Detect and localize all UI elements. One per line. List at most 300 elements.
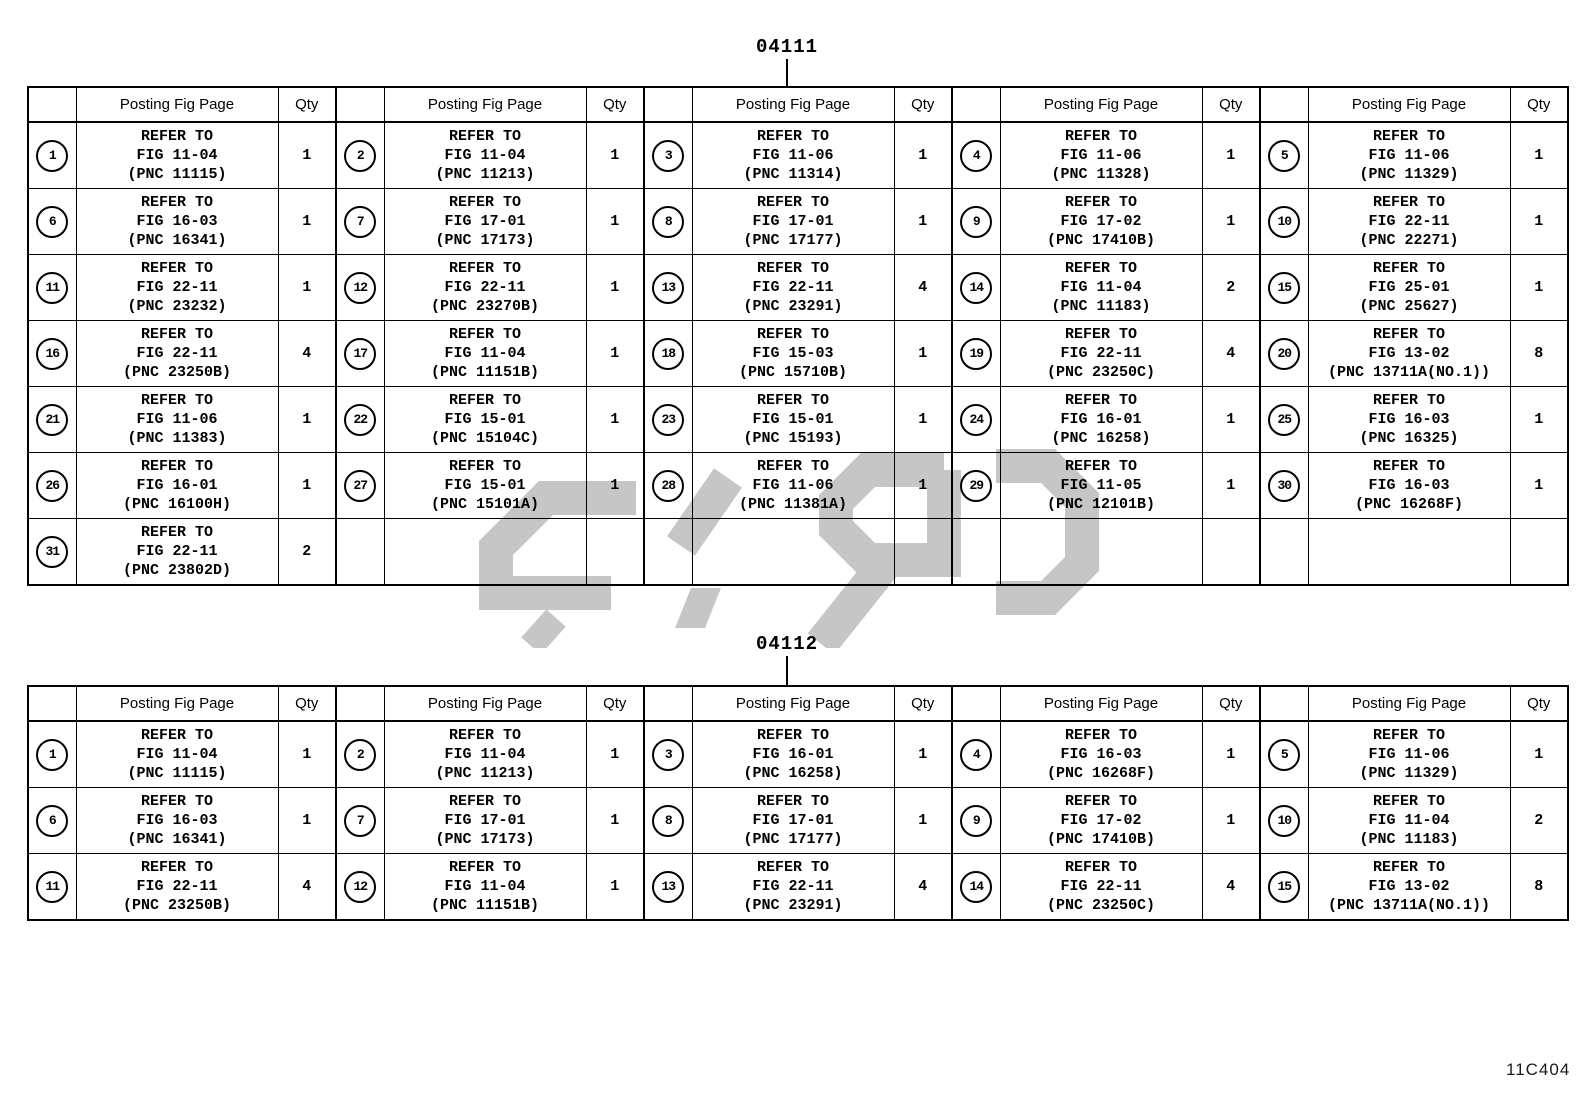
- refer-to-line: REFER TO: [1372, 128, 1445, 145]
- pnc-line: (PNC 11183): [1051, 298, 1151, 315]
- header-corner-cell: [952, 686, 1000, 721]
- refer-to-line: REFER TO: [1372, 260, 1445, 277]
- qty-value-cell: 1: [586, 122, 644, 189]
- header-corner-cell: [644, 87, 692, 122]
- posting-fig-cell: [1308, 788, 1510, 854]
- column-header-posting: Posting Fig Page: [692, 686, 894, 721]
- item-number-badge: 10: [1268, 206, 1300, 238]
- item-number-badge: 27: [344, 470, 376, 502]
- qty-value-cell: 1: [1510, 453, 1568, 519]
- qty-value-cell: 2: [1510, 788, 1568, 854]
- refer-to-line: REFER TO: [756, 326, 829, 343]
- fig-line: FIG 22-11: [444, 279, 526, 296]
- item-number-badge: 23: [652, 404, 684, 436]
- fig-line: FIG 11-04: [444, 878, 526, 895]
- leader-tick-04111: [786, 59, 788, 86]
- refer-to-line: REFER TO: [1064, 859, 1137, 876]
- qty-value-cell: 4: [894, 255, 952, 321]
- posting-fig-cell: [1000, 453, 1202, 519]
- fig-line: FIG 22-11: [1060, 345, 1142, 362]
- refer-to-line: REFER TO: [756, 727, 829, 744]
- posting-fig-cell: [384, 453, 586, 519]
- fig-line: FIG 11-04: [1060, 279, 1142, 296]
- column-header-qty: Qty: [586, 87, 644, 122]
- pnc-line: (PNC 11183): [1359, 831, 1459, 848]
- item-number-cell: [1260, 255, 1308, 321]
- item-number-badge: 24: [960, 404, 992, 436]
- qty-value-cell: 4: [894, 854, 952, 921]
- qty-value-cell: 1: [278, 387, 336, 453]
- refer-to-line: REFER TO: [1064, 727, 1137, 744]
- item-number-cell: [952, 122, 1000, 189]
- qty-value-cell: 1: [586, 854, 644, 921]
- qty-value-cell: 2: [278, 519, 336, 586]
- posting-fig-cell: [692, 721, 894, 788]
- item-number-cell: [644, 189, 692, 255]
- pnc-line: (PNC 11115): [127, 765, 227, 782]
- header-corner-cell: [336, 87, 384, 122]
- fig-line: FIG 25-01: [1368, 279, 1450, 296]
- posting-fig-cell: [384, 387, 586, 453]
- fig-line: FIG 22-11: [136, 345, 218, 362]
- item-number-cell: [1260, 122, 1308, 189]
- item-number-badge: 30: [1268, 470, 1300, 502]
- item-number-cell: [336, 721, 384, 788]
- item-number-badge: 1: [36, 140, 68, 172]
- item-number-cell: [28, 453, 76, 519]
- column-header-posting: Posting Fig Page: [1000, 87, 1202, 122]
- qty-value-cell: 1: [894, 321, 952, 387]
- qty-value-cell: 1: [894, 189, 952, 255]
- column-header-posting: Posting Fig Page: [1308, 87, 1510, 122]
- pnc-line: (PNC 15101A): [430, 496, 540, 513]
- posting-fig-cell: [384, 854, 586, 921]
- item-number-cell: [644, 122, 692, 189]
- posting-fig-cell: [76, 255, 278, 321]
- qty-value-cell: 1: [586, 189, 644, 255]
- fig-line: FIG 17-01: [752, 213, 834, 230]
- posting-fig-cell: [76, 854, 278, 921]
- item-number-cell: [952, 519, 1000, 586]
- parts-table-04112: [27, 685, 1569, 921]
- fig-line: FIG 17-02: [1060, 812, 1142, 829]
- posting-fig-cell: [384, 122, 586, 189]
- column-header-qty: Qty: [1202, 87, 1260, 122]
- table-row: [28, 788, 1568, 854]
- item-number-cell: [1260, 387, 1308, 453]
- posting-fig-cell: [692, 387, 894, 453]
- posting-fig-cell: [384, 189, 586, 255]
- pnc-line: (PNC 23232): [127, 298, 227, 315]
- qty-value-cell: 4: [1202, 321, 1260, 387]
- column-header-qty: Qty: [278, 87, 336, 122]
- item-number-badge: 21: [36, 404, 68, 436]
- fig-line: FIG 11-04: [444, 345, 526, 362]
- refer-to-line: REFER TO: [1372, 392, 1445, 409]
- item-number-cell: [1260, 721, 1308, 788]
- item-number-cell: [336, 453, 384, 519]
- refer-to-line: REFER TO: [756, 128, 829, 145]
- pnc-line: (PNC 15710B): [738, 364, 848, 381]
- item-number-cell: [336, 321, 384, 387]
- pnc-line: (PNC 17410B): [1046, 232, 1156, 249]
- pnc-line: (PNC 15193): [743, 430, 843, 447]
- posting-fig-cell: [384, 519, 586, 586]
- pnc-line: (PNC 23250B): [122, 364, 232, 381]
- item-number-cell: [28, 189, 76, 255]
- item-number-cell: [1260, 189, 1308, 255]
- fig-line: FIG 22-11: [136, 543, 218, 560]
- refer-to-line: REFER TO: [756, 392, 829, 409]
- figure-group-label-04112: 04112: [755, 633, 818, 655]
- qty-value-cell: 1: [586, 453, 644, 519]
- posting-fig-cell: [1308, 255, 1510, 321]
- fig-line: FIG 22-11: [1060, 878, 1142, 895]
- posting-fig-cell: [692, 189, 894, 255]
- posting-fig-cell: [384, 788, 586, 854]
- item-number-badge: 31: [36, 536, 68, 568]
- item-number-badge: 11: [36, 272, 68, 304]
- refer-to-line: REFER TO: [448, 194, 521, 211]
- fig-line: FIG 16-01: [1060, 411, 1142, 428]
- posting-fig-cell: [1308, 321, 1510, 387]
- item-number-badge: 8: [652, 805, 684, 837]
- posting-fig-cell: [692, 453, 894, 519]
- header-corner-cell: [28, 87, 76, 122]
- pnc-line: (PNC 16268F): [1046, 765, 1156, 782]
- pnc-line: (PNC 16325): [1359, 430, 1459, 447]
- pnc-line: (PNC 16258): [743, 765, 843, 782]
- pnc-line: (PNC 23250B): [122, 897, 232, 914]
- fig-line: FIG 16-03: [136, 812, 218, 829]
- column-header-qty: Qty: [894, 686, 952, 721]
- column-header-qty: Qty: [1510, 87, 1568, 122]
- refer-to-line: REFER TO: [140, 392, 213, 409]
- pnc-line: (PNC 22271): [1359, 232, 1459, 249]
- posting-fig-cell: [76, 189, 278, 255]
- item-number-cell: [336, 854, 384, 921]
- column-header-qty: Qty: [1202, 686, 1260, 721]
- posting-fig-cell: [1000, 721, 1202, 788]
- posting-fig-cell: [692, 321, 894, 387]
- fig-line: FIG 22-11: [1368, 213, 1450, 230]
- qty-value-cell: 1: [894, 387, 952, 453]
- refer-to-line: REFER TO: [1064, 458, 1137, 475]
- refer-to-line: REFER TO: [1064, 128, 1137, 145]
- pnc-line: (PNC 11329): [1359, 166, 1459, 183]
- item-number-badge: 16: [36, 338, 68, 370]
- qty-value-cell: 1: [1510, 387, 1568, 453]
- fig-line: FIG 11-04: [136, 746, 218, 763]
- qty-value-cell: 1: [586, 721, 644, 788]
- figure-group-label-04111: 04111: [755, 36, 818, 58]
- pnc-line: (PNC 23802D): [122, 562, 232, 579]
- header-corner-cell: [28, 686, 76, 721]
- posting-fig-cell: [692, 519, 894, 586]
- qty-value-cell: 1: [1202, 453, 1260, 519]
- pnc-line: (PNC 17173): [435, 831, 535, 848]
- parts-table-04111-container: [27, 86, 1569, 586]
- item-number-cell: [28, 255, 76, 321]
- item-number-badge: 3: [652, 140, 684, 172]
- fig-line: FIG 17-01: [752, 812, 834, 829]
- qty-value-cell: 1: [278, 453, 336, 519]
- refer-to-line: REFER TO: [140, 859, 213, 876]
- qty-value-cell: 1: [278, 255, 336, 321]
- item-number-cell: [1260, 854, 1308, 921]
- refer-to-line: REFER TO: [448, 326, 521, 343]
- pnc-line: (PNC 23250C): [1046, 364, 1156, 381]
- pnc-line: (PNC 16258): [1051, 430, 1151, 447]
- table-row: [28, 721, 1568, 788]
- qty-value-cell: 1: [1202, 387, 1260, 453]
- pnc-line: (PNC 23291): [743, 897, 843, 914]
- item-number-badge: 15: [1268, 272, 1300, 304]
- refer-to-line: REFER TO: [756, 793, 829, 810]
- item-number-badge: 12: [344, 871, 376, 903]
- column-header-qty: Qty: [1510, 686, 1568, 721]
- refer-to-line: REFER TO: [1372, 859, 1445, 876]
- parts-table-04111: [27, 86, 1569, 586]
- pnc-line: (PNC 13711A(NO.1)): [1327, 364, 1491, 381]
- item-number-cell: [28, 519, 76, 586]
- fig-line: FIG 15-01: [752, 411, 834, 428]
- refer-to-line: REFER TO: [1372, 194, 1445, 211]
- item-number-badge: 1: [36, 739, 68, 771]
- item-number-badge: 10: [1268, 805, 1300, 837]
- qty-value-cell: 1: [1510, 721, 1568, 788]
- posting-fig-cell: [692, 122, 894, 189]
- leader-tick-04112: [786, 656, 788, 685]
- posting-fig-cell: [384, 255, 586, 321]
- refer-to-line: REFER TO: [756, 859, 829, 876]
- pnc-line: (PNC 17177): [743, 232, 843, 249]
- posting-fig-cell: [1000, 788, 1202, 854]
- item-number-badge: 6: [36, 805, 68, 837]
- item-number-cell: [28, 788, 76, 854]
- pnc-line: (PNC 11328): [1051, 166, 1151, 183]
- item-number-badge: 19: [960, 338, 992, 370]
- item-number-cell: [28, 387, 76, 453]
- posting-fig-cell: [1000, 122, 1202, 189]
- table-row: [28, 387, 1568, 453]
- fig-line: FIG 16-03: [136, 213, 218, 230]
- refer-to-line: REFER TO: [1372, 793, 1445, 810]
- pnc-line: (PNC 23291): [743, 298, 843, 315]
- pnc-line: (PNC 11151B): [430, 364, 540, 381]
- fig-line: FIG 22-11: [752, 279, 834, 296]
- fig-line: FIG 15-03: [752, 345, 834, 362]
- item-number-cell: [28, 122, 76, 189]
- qty-value-cell: [894, 519, 952, 586]
- item-number-cell: [28, 721, 76, 788]
- table-row: [28, 854, 1568, 921]
- refer-to-line: REFER TO: [1064, 194, 1137, 211]
- qty-value-cell: 1: [894, 122, 952, 189]
- qty-value-cell: 2: [1202, 255, 1260, 321]
- qty-value-cell: [586, 519, 644, 586]
- qty-value-cell: 1: [586, 387, 644, 453]
- item-number-cell: [952, 321, 1000, 387]
- fig-line: FIG 16-03: [1368, 477, 1450, 494]
- posting-fig-cell: [1308, 519, 1510, 586]
- refer-to-line: REFER TO: [448, 458, 521, 475]
- item-number-badge: 7: [344, 206, 376, 238]
- item-number-cell: [644, 854, 692, 921]
- item-number-cell: [1260, 321, 1308, 387]
- refer-to-line: REFER TO: [756, 458, 829, 475]
- column-header-posting: Posting Fig Page: [384, 87, 586, 122]
- pnc-line: (PNC 15104C): [430, 430, 540, 447]
- item-number-cell: [336, 189, 384, 255]
- fig-line: FIG 11-06: [1060, 147, 1142, 164]
- posting-fig-cell: [76, 788, 278, 854]
- item-number-badge: 3: [652, 739, 684, 771]
- qty-value-cell: 1: [586, 321, 644, 387]
- pnc-line: (PNC 11383): [127, 430, 227, 447]
- pnc-line: (PNC 16100H): [122, 496, 232, 513]
- item-number-badge: 9: [960, 206, 992, 238]
- qty-value-cell: 4: [1202, 854, 1260, 921]
- item-number-cell: [644, 387, 692, 453]
- refer-to-line: REFER TO: [140, 727, 213, 744]
- pnc-line: (PNC 23270B): [430, 298, 540, 315]
- item-number-badge: 13: [652, 272, 684, 304]
- item-number-cell: [28, 321, 76, 387]
- posting-fig-cell: [1000, 387, 1202, 453]
- item-number-badge: 11: [36, 871, 68, 903]
- parts-table-04112-container: [27, 685, 1569, 921]
- pnc-line: (PNC 17177): [743, 831, 843, 848]
- item-number-badge: 8: [652, 206, 684, 238]
- fig-line: FIG 11-04: [444, 147, 526, 164]
- posting-fig-cell: [384, 721, 586, 788]
- item-number-badge: 15: [1268, 871, 1300, 903]
- item-number-badge: 5: [1268, 140, 1300, 172]
- item-number-badge: 4: [960, 140, 992, 172]
- refer-to-line: REFER TO: [140, 128, 213, 145]
- refer-to-line: REFER TO: [448, 128, 521, 145]
- qty-value-cell: 8: [1510, 854, 1568, 921]
- item-number-cell: [336, 255, 384, 321]
- refer-to-line: REFER TO: [756, 260, 829, 277]
- item-number-cell: [644, 255, 692, 321]
- fig-line: FIG 11-04: [1368, 812, 1450, 829]
- item-number-cell: [952, 721, 1000, 788]
- column-header-posting: Posting Fig Page: [692, 87, 894, 122]
- item-number-cell: [336, 387, 384, 453]
- qty-value-cell: 1: [586, 255, 644, 321]
- item-number-cell: [952, 854, 1000, 921]
- posting-fig-cell: [692, 788, 894, 854]
- qty-value-cell: 1: [1202, 189, 1260, 255]
- posting-fig-cell: [1308, 189, 1510, 255]
- item-number-cell: [952, 387, 1000, 453]
- qty-value-cell: 1: [894, 453, 952, 519]
- pnc-line: (PNC 11314): [743, 166, 843, 183]
- header-corner-cell: [1260, 87, 1308, 122]
- posting-fig-cell: [1000, 519, 1202, 586]
- posting-fig-cell: [1308, 122, 1510, 189]
- fig-line: FIG 17-01: [444, 812, 526, 829]
- item-number-badge: 2: [344, 140, 376, 172]
- pnc-line: (PNC 11213): [435, 166, 535, 183]
- item-number-badge: 14: [960, 272, 992, 304]
- fig-line: FIG 11-06: [1368, 147, 1450, 164]
- qty-value-cell: 1: [1202, 788, 1260, 854]
- pnc-line: (PNC 17410B): [1046, 831, 1156, 848]
- posting-fig-cell: [1308, 453, 1510, 519]
- item-number-badge: 26: [36, 470, 68, 502]
- pnc-line: (PNC 11329): [1359, 765, 1459, 782]
- table-row: [28, 519, 1568, 586]
- item-number-cell: [336, 519, 384, 586]
- item-number-badge: 13: [652, 871, 684, 903]
- item-number-badge: 7: [344, 805, 376, 837]
- item-number-badge: 12: [344, 272, 376, 304]
- fig-line: FIG 15-01: [444, 477, 526, 494]
- item-number-cell: [644, 519, 692, 586]
- item-number-cell: [952, 788, 1000, 854]
- refer-to-line: REFER TO: [1064, 392, 1137, 409]
- posting-fig-cell: [1308, 854, 1510, 921]
- item-number-cell: [1260, 788, 1308, 854]
- refer-to-line: REFER TO: [1064, 793, 1137, 810]
- fig-line: FIG 17-01: [444, 213, 526, 230]
- refer-to-line: REFER TO: [448, 260, 521, 277]
- refer-to-line: REFER TO: [140, 793, 213, 810]
- qty-value-cell: 1: [586, 788, 644, 854]
- fig-line: FIG 17-02: [1060, 213, 1142, 230]
- header-corner-cell: [336, 686, 384, 721]
- posting-fig-cell: [76, 387, 278, 453]
- refer-to-line: REFER TO: [1064, 260, 1137, 277]
- qty-value-cell: 8: [1510, 321, 1568, 387]
- pnc-line: (PNC 25627): [1359, 298, 1459, 315]
- item-number-cell: [644, 321, 692, 387]
- fig-line: FIG 16-01: [136, 477, 218, 494]
- posting-fig-cell: [384, 321, 586, 387]
- fig-line: FIG 11-06: [1368, 746, 1450, 763]
- posting-fig-cell: [692, 854, 894, 921]
- table-row: [28, 189, 1568, 255]
- posting-fig-cell: [1000, 854, 1202, 921]
- item-number-cell: [644, 788, 692, 854]
- item-number-badge: 28: [652, 470, 684, 502]
- qty-value-cell: 1: [894, 788, 952, 854]
- refer-to-line: REFER TO: [448, 392, 521, 409]
- posting-fig-cell: [692, 255, 894, 321]
- posting-fig-cell: [1000, 321, 1202, 387]
- fig-line: FIG 11-06: [752, 147, 834, 164]
- item-number-cell: [336, 122, 384, 189]
- item-number-badge: 14: [960, 871, 992, 903]
- refer-to-line: REFER TO: [448, 793, 521, 810]
- qty-value-cell: 1: [278, 122, 336, 189]
- fig-line: FIG 22-11: [136, 279, 218, 296]
- fig-line: FIG 16-01: [752, 746, 834, 763]
- refer-to-line: REFER TO: [1372, 458, 1445, 475]
- table-row: [28, 453, 1568, 519]
- refer-to-line: REFER TO: [1372, 326, 1445, 343]
- pnc-line: (PNC 12101B): [1046, 496, 1156, 513]
- fig-line: FIG 22-11: [752, 878, 834, 895]
- refer-to-line: REFER TO: [448, 727, 521, 744]
- pnc-line: (PNC 11115): [127, 166, 227, 183]
- item-number-cell: [952, 189, 1000, 255]
- item-number-badge: 6: [36, 206, 68, 238]
- qty-value-cell: 1: [894, 721, 952, 788]
